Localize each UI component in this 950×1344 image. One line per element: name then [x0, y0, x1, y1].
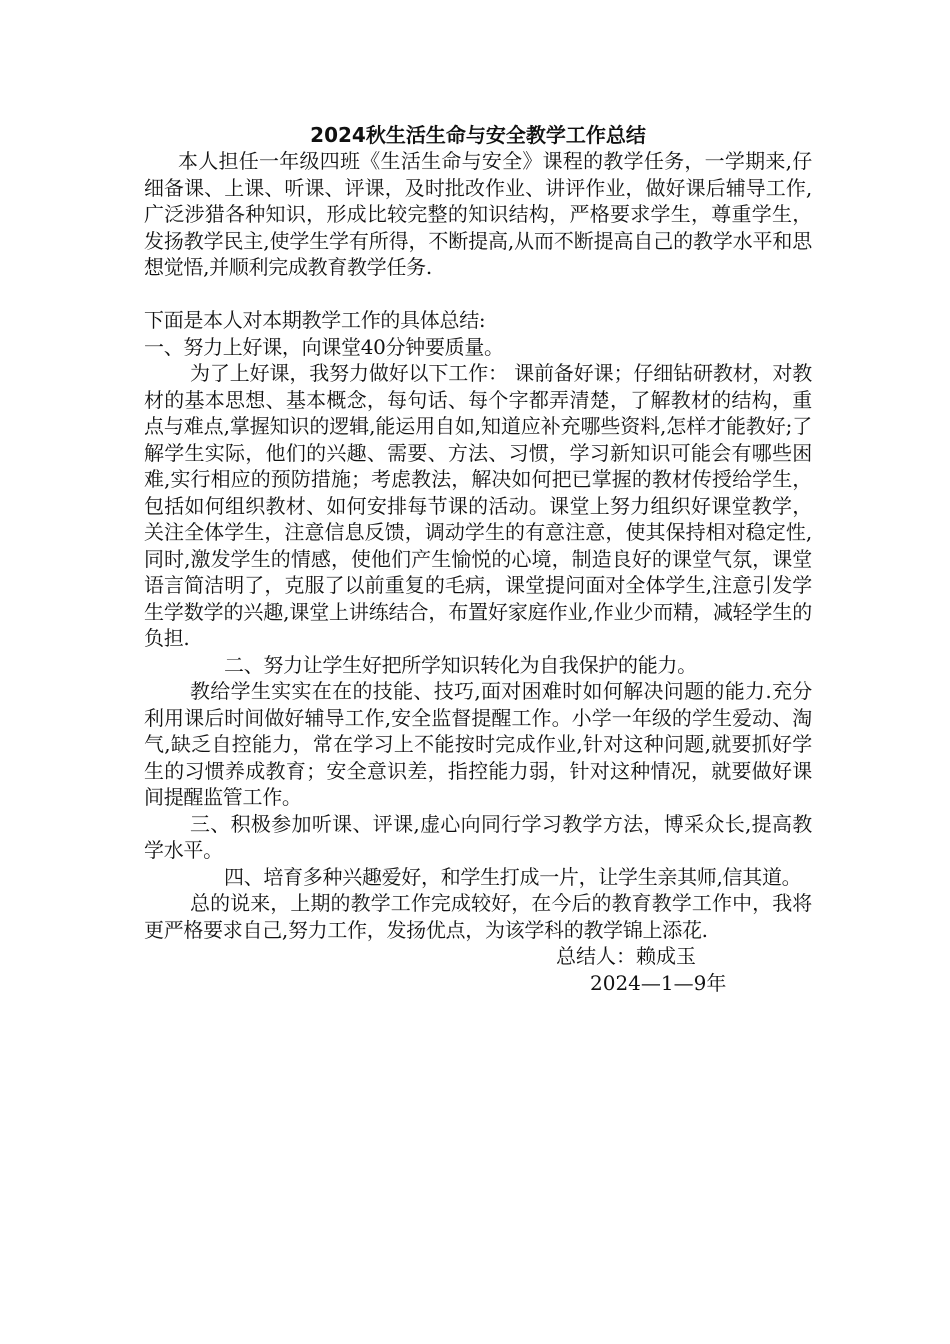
paragraph-section-2-body: 教给学生实实在在的技能、技巧,面对困难时如何解决问题的能力.充分利用课后时间做好辅导工作,安全监督提醒工作。小学一年级的学生爱动、淘气,缺乏自控能力，常在学习上不能按时完成作业,针对这种问题,就要抓好学生的习惯养成教育；安全意识差，指控能力弱，针对这种情况，就要做好课间提醒监管工作。: [144, 679, 812, 809]
document-page: [144, 122, 812, 996]
signature: 总结人：赖成玉: [556, 944, 696, 968]
section-heading-1: 一、努力上好课，向课堂40分钟要质量。: [144, 334, 504, 359]
section-heading-4: 四、培育多种兴趣爱好，和学生打成一片，让学生亲其师,信其道。: [224, 864, 802, 889]
blank-line: [144, 281, 812, 308]
section-heading-2: 二、努力让学生好把所学知识转化为自我保护的能力。: [224, 652, 697, 677]
paragraph-section-1-body: 为了上好课，我努力做好以下工作： 课前备好课；仔细钻研教材，对教材的基本思想、基本概念，每句话、每个字都弄清楚，了解教材的结构，重点与难点,掌握知识的逻辑,能运用自如,知道应补充哪些资料,怎样才能教好;了解学生实际，他们的兴趣、需要、方法、习惯，学习新知识可能会有哪些困难,实行相应的预防措施；考虑教法，解决如何把已掌握的教材传授给学生，包括如何组织教材、如何安排每节课的活动。课堂上努力组织好课堂教学，关注全体学生，注意信息反馈，调动学生的有意注意，使其保持相对稳定性,同时,激发学生的情感，使他们产生愉悦的心境，制造良好的课堂气氛，课堂语言简洁明了，克服了以前重复的毛病，课堂提问面对全体学生,注意引发学生学数学的兴趣,课堂上讲练结合，布置好家庭作业,作业少而精，减轻学生的负担.: [144, 361, 812, 650]
document-date: 2024—1—9年: [590, 970, 727, 995]
paragraph-conclusion: 总的说来，上期的教学工作完成较好，在今后的教育教学工作中，我将更严格要求自己,努力工作，发扬优点，为该学科的教学锦上添花.: [144, 891, 812, 942]
section-heading-3: 三、积极参加听课、评课,虚心向同行学习教学方法，博采众长,提高教学水平。: [144, 811, 812, 862]
document-title: 2024秋生活生命与安全教学工作总结: [310, 123, 646, 147]
paragraph-intro: 本人担任一年级四班《生活生命与安全》课程的教学任务，一学期来,仔细备课、上课、听课、评课，及时批改作业、讲评作业，做好课后辅导工作,广泛涉猎各种知识，形成比较完整的知识结构，严格要求学生，尊重学生，发扬教学民主,使学生学有所得，不断提高,从而不断提高自己的教学水平和思想觉悟,并顺利完成教育教学任务.: [144, 149, 812, 279]
paragraph-summary-lead: 下面是本人对本期教学工作的具体总结:: [144, 308, 486, 332]
